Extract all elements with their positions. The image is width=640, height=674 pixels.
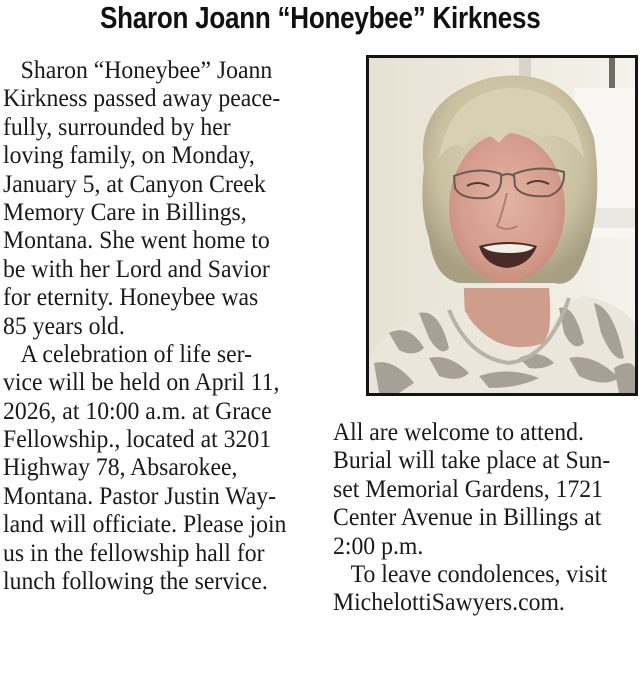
obituary-body-right-column (333, 418, 640, 617)
body-line: Fellowship., located at 3201 (3, 424, 272, 454)
body-line: vice will be held on April 11, (3, 367, 280, 397)
body-line: All are welcome to attend. (333, 417, 584, 446)
body-line: Memory Care in Billings, (3, 196, 247, 226)
body-line: be with her Lord and Savior (3, 253, 270, 283)
portrait-image (369, 58, 635, 393)
body-line: Highway 78, Absarokee, (3, 452, 238, 482)
body-line: fully, surrounded by her (3, 111, 231, 141)
body-line: Montana. She went home to (3, 225, 270, 255)
obituary-title-text: Sharon Joann “Honeybee” Kirkness (99, 0, 541, 35)
body-line: 2:00 p.m. (333, 530, 424, 560)
obituary-body-left-column (3, 56, 333, 595)
body-line: 85 years old. (3, 310, 125, 340)
obituary-title (0, 0, 640, 36)
body-line: Sharon “Honeybee” Joann (20, 55, 273, 84)
body-line: loving family, on Monday, (3, 140, 255, 170)
body-line: for eternity. Honeybee was (3, 282, 259, 312)
website-link-text: MichelottiSawyers.com. (333, 587, 565, 617)
body-line: To leave condolences, visit (350, 558, 608, 588)
body-line: January 5, at Canyon Creek (3, 168, 266, 198)
portrait-photo (366, 55, 638, 396)
body-line: Center Avenue in Billings at (333, 502, 602, 532)
body-line: Burial will take place at Sun- (333, 445, 611, 475)
body-line: us in the fellowship hall for (3, 537, 265, 567)
body-line: 2026, at 10:00 a.m. at Grace (3, 395, 272, 425)
body-line: A celebration of life ser- (20, 338, 252, 368)
body-line: Kirkness passed away peace- (3, 83, 281, 113)
body-line: lunch following the service. (3, 566, 268, 596)
body-line: set Memorial Gardens, 1721 (333, 473, 604, 503)
body-line: Montana. Pastor Justin Way- (3, 480, 276, 510)
body-line: land will officiate. Please join (3, 509, 287, 539)
